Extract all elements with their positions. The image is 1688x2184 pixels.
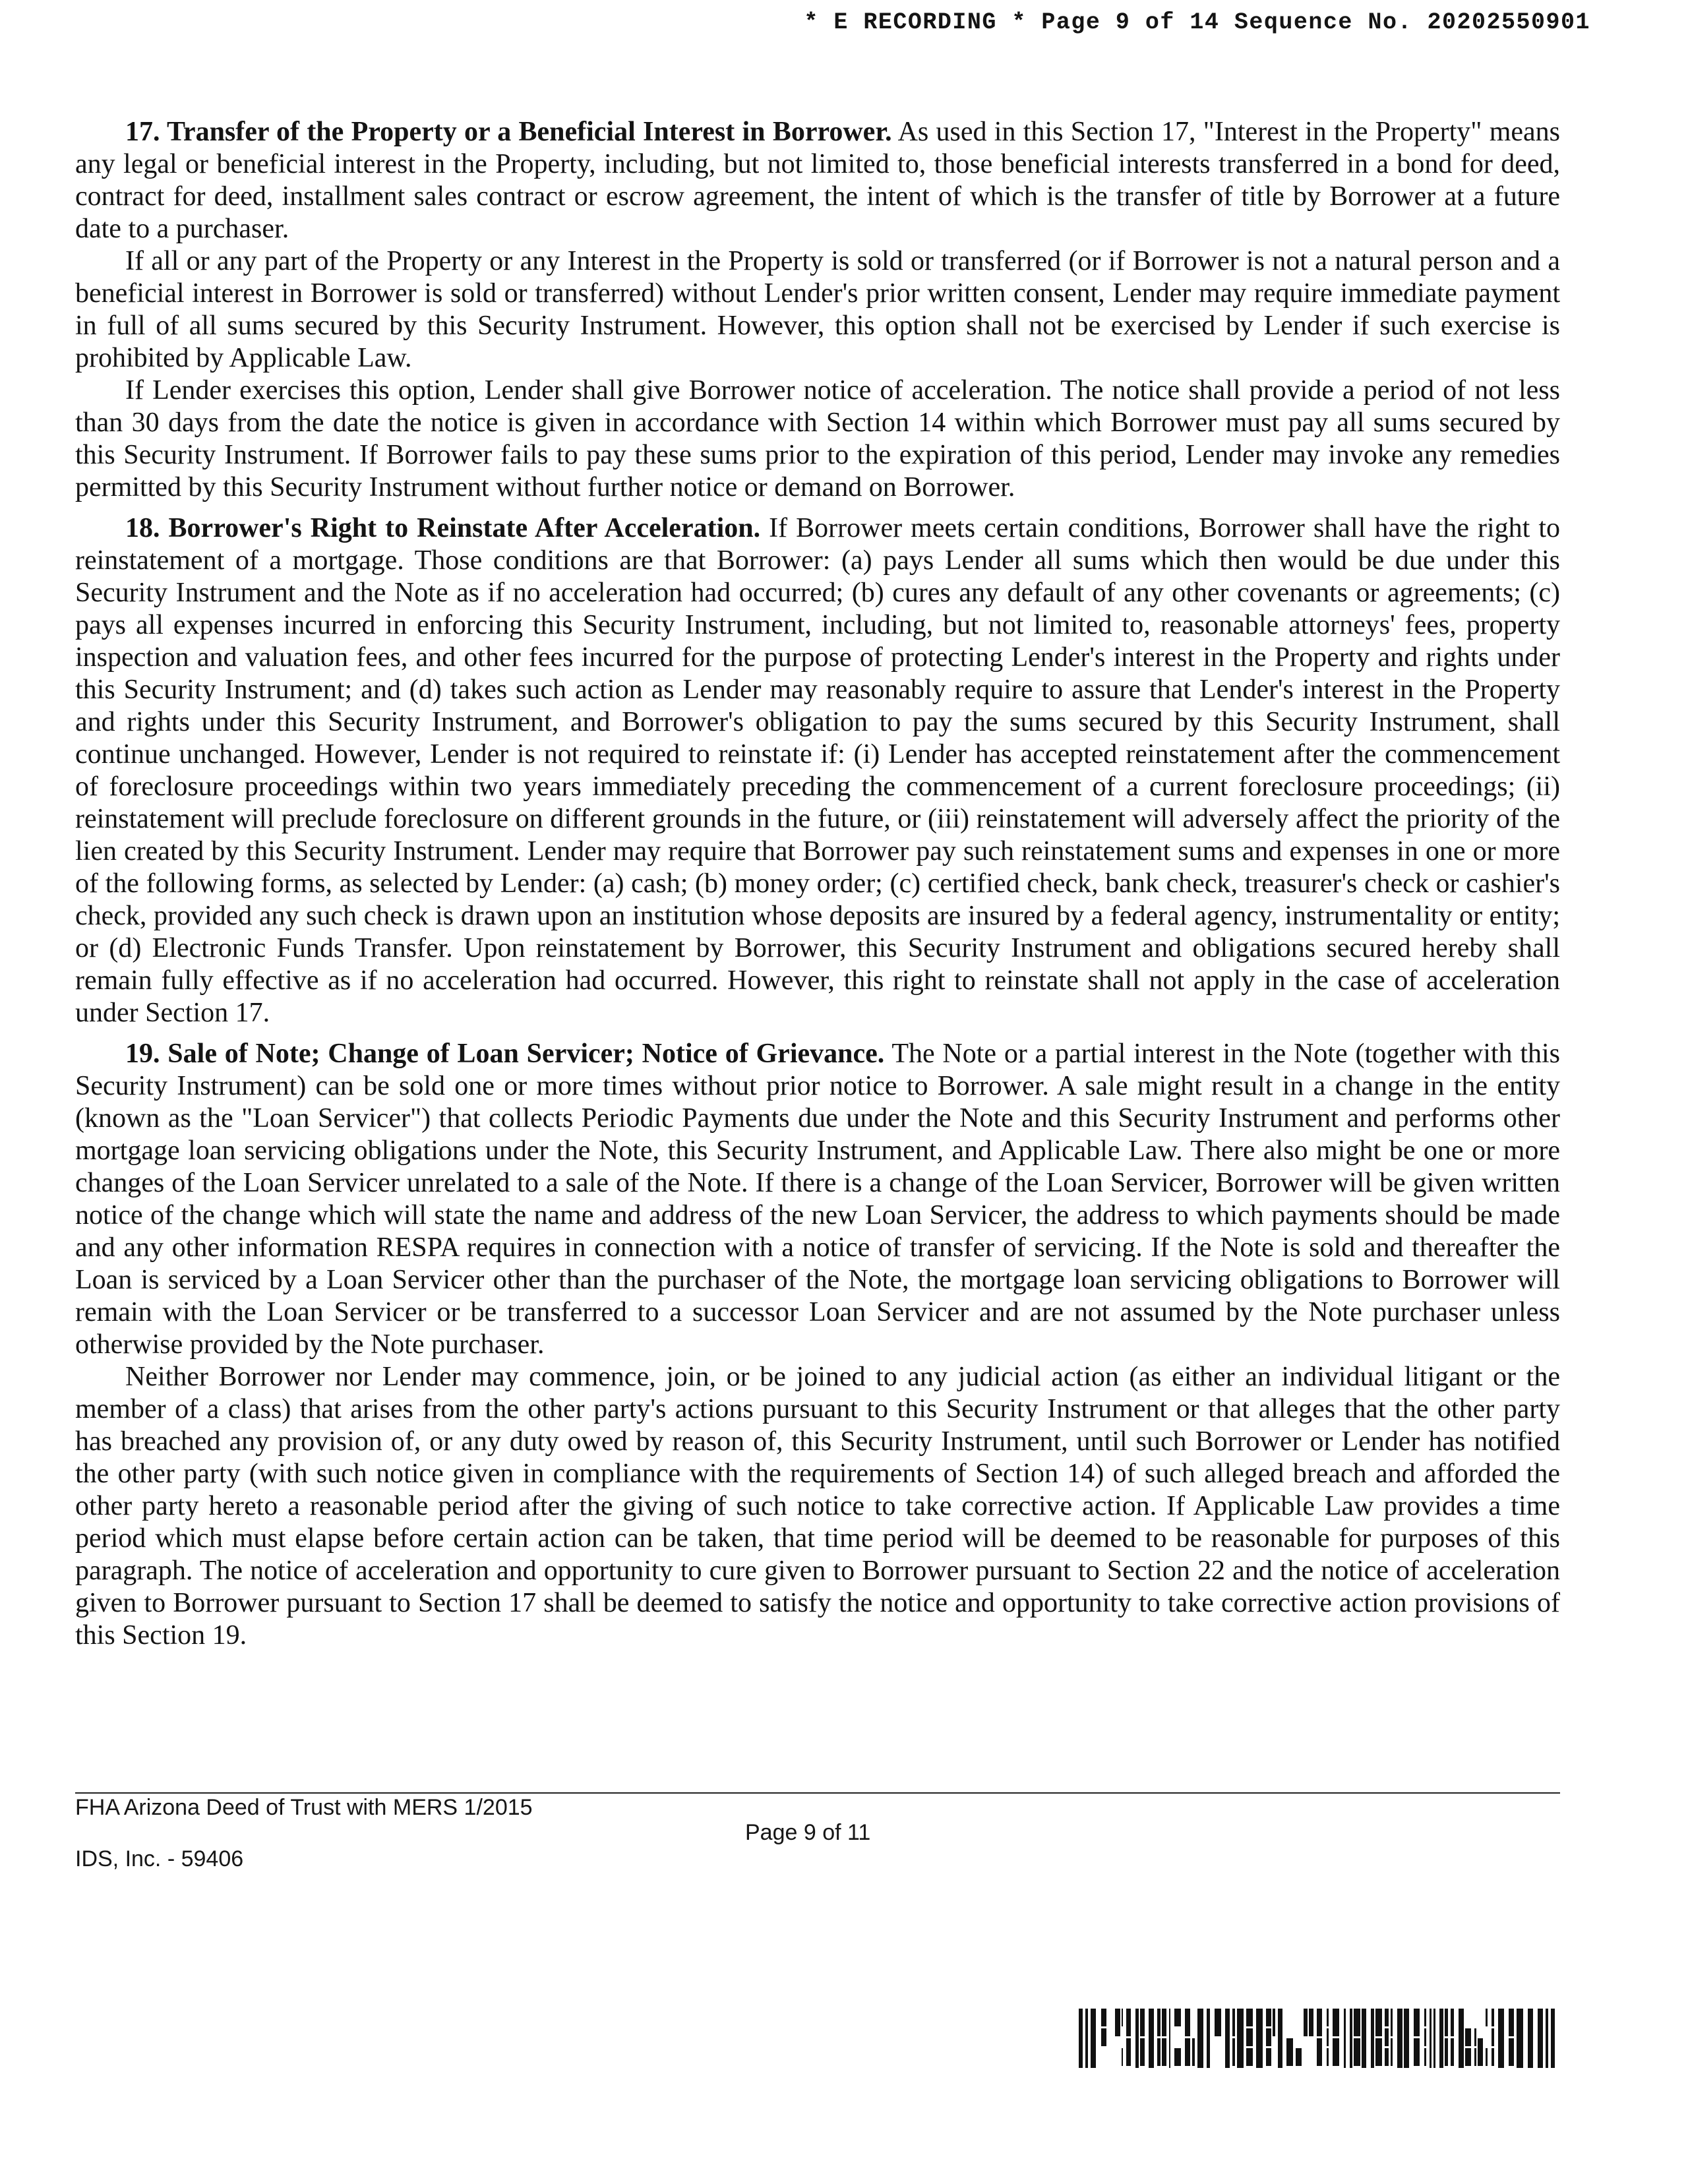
footer-form-name: FHA Arizona Deed of Trust with MERS 1/2015 <box>75 1795 533 1820</box>
section-18-paragraph-1 <box>75 512 1560 1029</box>
section-17-number: 17. <box>125 117 160 147</box>
document-body <box>75 116 1560 1652</box>
recording-header: * E RECORDING * Page 9 of 14 Sequence No. 20202550901 <box>804 9 1590 36</box>
section-19-heading <box>125 1039 884 1069</box>
section-17-paragraph-1 <box>75 116 1560 245</box>
section-19-text-1: The Note or a partial interest in the Note (together with this Security Instrument) can be sold one or more times without prior notice to Borrower. A sale might result in a change in the entity (known as the "Loan Servicer") that collects Periodic Payments due under the Note and this Security Instrument and performs other mortgage loan servicing obligations under the Note, this Security Instrument, and Applicable Law. There also might be one or more changes of the Loan Servicer unrelated to a sale of the Note. If there is a change of the Loan Servicer, Borrower will be given written notice of the change which will state the name and address of the new Loan Servicer, the address to which payments should be made and any other information RESPA requires in connection with a notice of transfer of servicing. If the Note is sold and thereafter the Loan is serviced by a Loan Servicer other than the purchaser of the Note, the mortgage loan servicing obligations to Borrower will remain with the Loan Servicer or be transferred to a successor Loan Servicer and are not assumed by the Note purchaser unless otherwise provided by the Note purchaser. <box>75 1039 1561 1360</box>
section-17-text-1: As used in this Section 17, "Interest in the Property" means any legal or beneficial interest in the Property, including, but not limited to, those beneficial interests transferred in a bond for deed, contract for deed, installment sales contract or escrow agreement, the intent of which is the transfer of title by Borrower at a future date to a purchaser. <box>75 117 1561 244</box>
section-17-heading <box>125 117 892 147</box>
section-18-number: 18. <box>125 513 160 543</box>
section-19-paragraph-1 <box>75 1038 1560 1361</box>
section-18-text-1: If Borrower meets certain conditions, Borrower shall have the right to reinstatement of a mortgage. Those conditions are that Borrower: (a) pays Lender all sums which then would be due under this Security Instrument and the Note as if no acceleration had occurred; (b) cures any default of any other covenants or agreements; (c) pays all expenses incurred in enforcing this Security Instrument, including, but not limited to, reasonable attorneys' fees, property inspection and valuation fees, and other fees incurred for the purpose of protecting Lender's interest in the Property and rights under this Security Instrument; and (d) takes such action as Lender may reasonably require to assure that Lender's interest in the Property and rights under this Security Instrument, and Borrower's obligation to pay the sums secured by this Security Instrument, shall continue unchanged. However, Lender is not required to reinstate if: (i) Lender has accepted reinstatement after the commencement of foreclosure proceedings within two years immediately preceding the commencement of a current foreclosure proceedings; (ii) reinstatement will preclude foreclosure on different grounds in the future, or (iii) reinstatement will adversely affect the priority of the lien created by this Security Instrument. Lender may require that Borrower pay such reinstatement sums and expenses in one or more of the following forms, as selected by Lender: (a) cash; (b) money order; (c) certified check, bank check, treasurer's check or cashier's check, provided any such check is drawn upon an institution whose deposits are insured by a federal agency, instrumentality or entity; or (d) Electronic Funds Transfer. Upon reinstatement by Borrower, this Security Instrument and obligations secured hereby shall remain fully effective as if no acceleration had occurred. However, this right to reinstate shall not apply in the case of acceleration under Section 17. <box>75 513 1561 1028</box>
footer-page-number: Page 9 of 11 <box>745 1820 871 1845</box>
section-17-title: Transfer of the Property or a Beneficial Interest in Borrower. <box>167 117 892 147</box>
section-17-paragraph-2: If all or any part of the Property or any Interest in the Property is sold or transferred (or if Borrower is not a natural person and a beneficial interest in Borrower is sold or transferred) without Lender's prior written consent, Lender may require immediate payment in full of all sums secured by this Security Instrument. However, this option shall not be exercised by Lender if such exercise is prohibited by Applicable Law. <box>75 246 1560 373</box>
section-19-title: Sale of Note; Change of Loan Servicer; Notice of Grievance. <box>167 1039 885 1069</box>
section-17-paragraph-3: If Lender exercises this option, Lender shall give Borrower notice of acceleration. The notice shall provide a period of not less than 30 days from the date the notice is given in accordance with Section 14 within which Borrower must pay all sums secured by this Security Instrument. If Borrower fails to pay these sums prior to the expiration of this period, Lender may invoke any remedies permitted by this Security Instrument without further notice or demand on Borrower. <box>75 375 1560 502</box>
section-19-paragraph-2: Neither Borrower nor Lender may commence, join, or be joined to any judicial action (as either an individual litigant or the member of a class) that arises from the other party's actions pursuant to this Security Instrument or that alleges that the other party has breached any provision of, or any duty owed by reason of, this Security Instrument, until such Borrower or Lender has notified the other party (with such notice given in compliance with the requirements of Section 14) of such alleged breach and afforded the other party hereto a reasonable period after the giving of such notice to take corrective action. If Applicable Law provides a time period which must elapse before certain action can be taken, that time period will be deemed to be reasonable for purposes of this paragraph. The notice of acceleration and opportunity to cure given to Borrower pursuant to Section 22 and the notice of acceleration given to Borrower pursuant to Section 17 shall be deemed to satisfy the notice and opportunity to take corrective action provisions of this Section 19. <box>75 1362 1560 1651</box>
section-18-title: Borrower's Right to Reinstate After Acceleration. <box>168 513 761 543</box>
footer-divider <box>75 1792 1560 1794</box>
footer-vendor: IDS, Inc. - 59406 <box>75 1846 244 1871</box>
barcode-icon <box>1079 2009 1555 2068</box>
section-18-heading <box>125 513 760 543</box>
section-19-number: 19. <box>125 1039 160 1069</box>
